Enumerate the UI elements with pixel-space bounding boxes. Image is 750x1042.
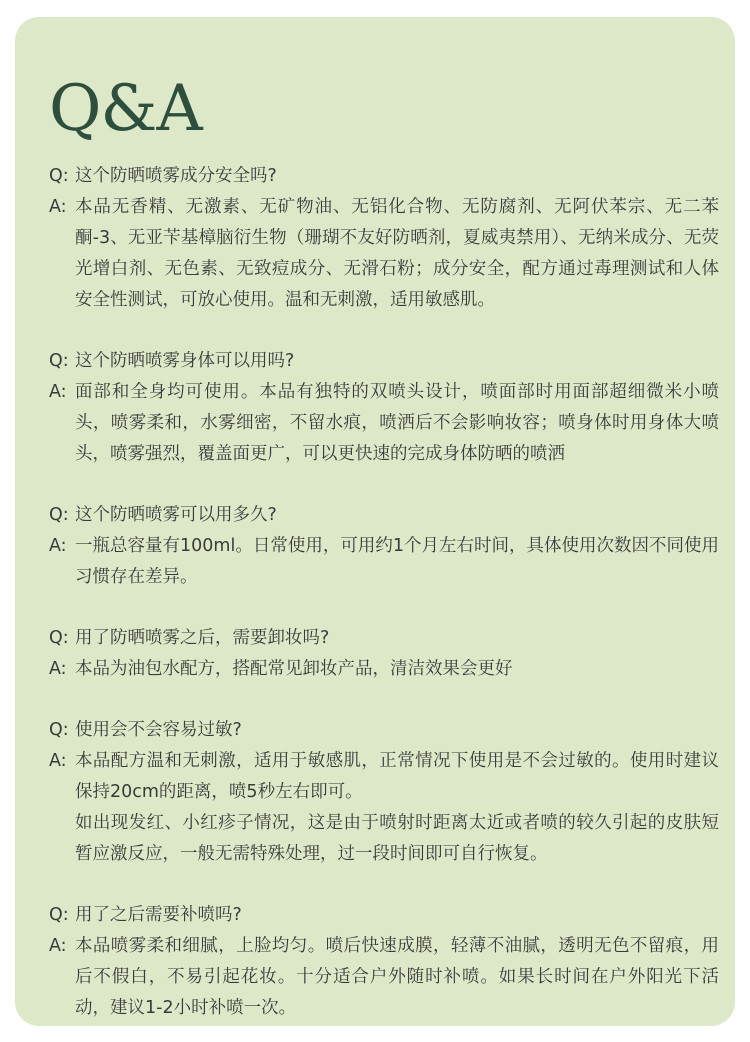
question-text: 这个防晒喷雾可以用多久? <box>75 505 277 525</box>
answer-row <box>49 931 719 1024</box>
question-row <box>49 623 719 654</box>
answer-row <box>49 377 719 470</box>
question-text: 这个防晒喷雾身体可以用吗? <box>75 351 295 371</box>
question-row <box>49 715 719 746</box>
answer-text <box>75 931 719 1024</box>
answer-prefix: A: <box>49 751 67 771</box>
answer-prefix: A: <box>49 382 67 402</box>
answer-paragraph: 本品配方温和无刺激，适用于敏感肌，正常情况下使用是不会过敏的。使用时建议保持20cm的距离，喷5秒左右即可。 <box>75 751 719 802</box>
question-text: 使用会不会容易过敏? <box>75 720 242 740</box>
question-row <box>49 900 719 931</box>
qa-item <box>49 900 719 1024</box>
qa-item <box>49 161 719 316</box>
answer-row <box>49 192 719 316</box>
question-prefix: Q: <box>49 166 69 186</box>
answer-paragraph: 本品无香精、无激素、无矿物油、无铝化合物、无防腐剂、无阿伏苯宗、无二苯酮-3、无亚苄基樟脑衍生物（珊瑚不友好防晒剂，夏威夷禁用）、无纳米成分、无荧光增白剂、无色素、无致痘成分、无滑石粉；成分安全，配方通过毒理测试和人体安全性测试，可放心使用。温和无刺激，适用敏感肌。 <box>75 197 719 310</box>
answer-text <box>75 192 719 316</box>
answer-prefix: A: <box>49 536 67 556</box>
page-title: Q&A <box>49 72 202 146</box>
qa-item <box>49 346 719 470</box>
qa-list <box>49 161 719 1024</box>
answer-row <box>49 654 719 685</box>
question-prefix: Q: <box>49 720 69 740</box>
answer-paragraph: 本品喷雾柔和细腻，上脸均匀。喷后快速成膜，轻薄不油腻，透明无色不留痕，用后不假白，不易引起花妆。十分适合户外随时补喷。如果长时间在户外阳光下活动，建议1-2小时补喷一次。 <box>75 936 719 1018</box>
question-row <box>49 161 719 192</box>
answer-text <box>75 377 719 470</box>
answer-paragraph: 本品为油包水配方，搭配常见卸妆产品，清洁效果会更好 <box>75 659 513 679</box>
qa-item <box>49 500 719 593</box>
qa-item <box>49 715 719 870</box>
question-row <box>49 346 719 377</box>
answer-text <box>75 654 719 685</box>
answer-prefix: A: <box>49 936 67 956</box>
answer-prefix: A: <box>49 659 67 679</box>
answer-paragraph: 一瓶总容量有100ml。日常使用，可用约1个月左右时间，具体使用次数因不同使用习惯存在差异。 <box>75 536 719 587</box>
question-prefix: Q: <box>49 351 69 371</box>
answer-paragraph: 面部和全身均可使用。本品有独特的双喷头设计，喷面部时用面部超细微米小喷头，喷雾柔和，水雾细密，不留水痕，喷洒后不会影响妆容；喷身体时用身体大喷头，喷雾强烈，覆盖面更广，可以更快速的完成身体防晒的喷洒 <box>75 382 719 464</box>
answer-row <box>49 531 719 593</box>
question-prefix: Q: <box>49 628 69 648</box>
answer-row <box>49 746 719 870</box>
question-text: 用了防晒喷雾之后，需要卸妆吗? <box>75 628 330 648</box>
answer-text <box>75 531 719 593</box>
question-text: 用了之后需要补喷吗? <box>75 905 242 925</box>
question-text: 这个防晒喷雾成分安全吗? <box>75 166 277 186</box>
qa-card <box>15 17 735 1026</box>
answer-paragraph: 如出现发红、小红疹子情况，这是由于喷射时距离太近或者喷的较久引起的皮肤短暂应激反应，一般无需特殊处理，过一段时间即可自行恢复。 <box>75 813 719 864</box>
answer-text <box>75 746 719 870</box>
question-prefix: Q: <box>49 905 69 925</box>
qa-item <box>49 623 719 685</box>
question-row <box>49 500 719 531</box>
answer-prefix: A: <box>49 197 67 217</box>
question-prefix: Q: <box>49 505 69 525</box>
